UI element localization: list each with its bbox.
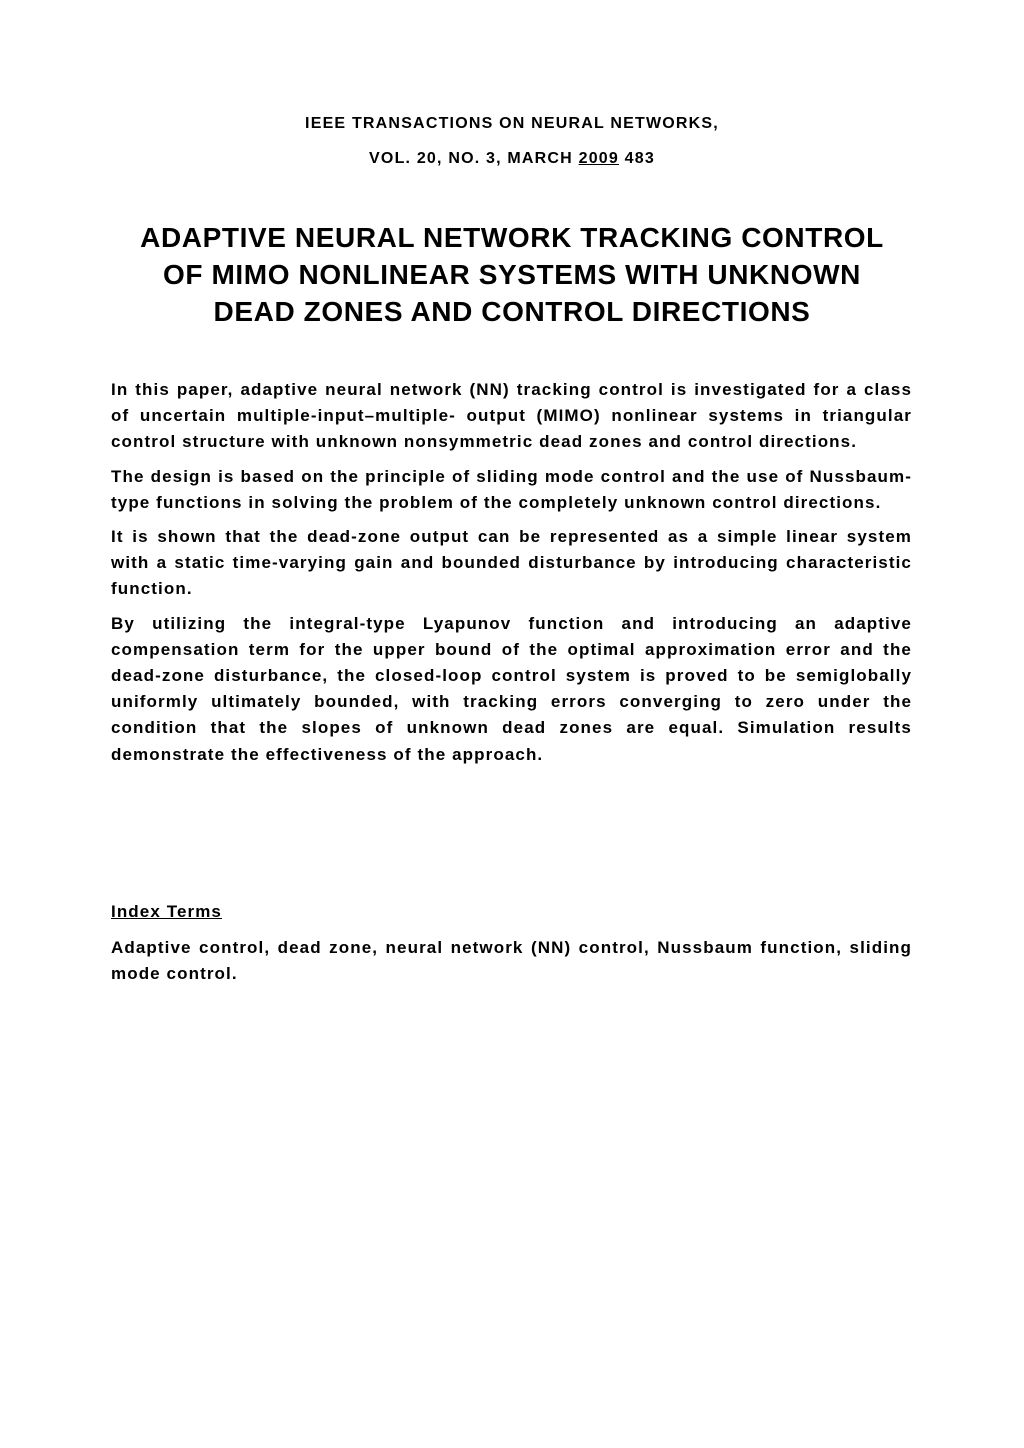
journal-page-number: 483 (619, 150, 655, 167)
paper-title (100, 219, 924, 330)
journal-issue (0, 149, 1024, 169)
paper-title-line: OF MIMO NONLINEAR SYSTEMS WITH UNKNOWN (163, 259, 861, 290)
abstract (111, 377, 912, 776)
journal-volume: VOL. 20, NO. 3, MARCH (369, 150, 579, 167)
paper-title-line: ADAPTIVE NEURAL NETWORK TRACKING CONTROL (140, 222, 884, 253)
index-terms-heading: Index Terms (111, 902, 222, 921)
journal-year: 2009 (578, 150, 619, 167)
paper-title-line: DEAD ZONES AND CONTROL DIRECTIONS (213, 296, 811, 327)
journal-name: IEEE TRANSACTIONS ON NEURAL NETWORKS, (305, 115, 719, 132)
abstract-paragraph: The design is based on the principle of sliding mode control and the use of Nussbaum-type functions in solving the problem of the completely unknown control directions. (111, 466, 912, 512)
abstract-paragraph: In this paper, adaptive neural network (NN) tracking control is investigated for a class of uncertain multiple-input–multiple- output (MIMO) nonlinear systems in triangular control structure with unknown nonsymmetric dead zones and control directions. (111, 380, 912, 452)
index-terms-body: Adaptive control, dead zone, neural network (NN) control, Nussbaum function, sliding mode control. (111, 938, 912, 984)
abstract-paragraph: It is shown that the dead-zone output can be represented as a simple linear system with a static time-varying gain and bounded disturbance by introducing characteristic function. (111, 527, 912, 599)
abstract-paragraph: By utilizing the integral-type Lyapunov function and introducing an adaptive compensation term for the upper bound of the optimal approximation error and the dead-zone disturbance, the closed-loop control system is proved to be semiglobally uniformly ultimately bounded, with tracking errors converging to zero under the condition that the slopes of unknown dead zones are equal. Simulation results demonstrate the effectiveness of the approach. (111, 613, 912, 764)
